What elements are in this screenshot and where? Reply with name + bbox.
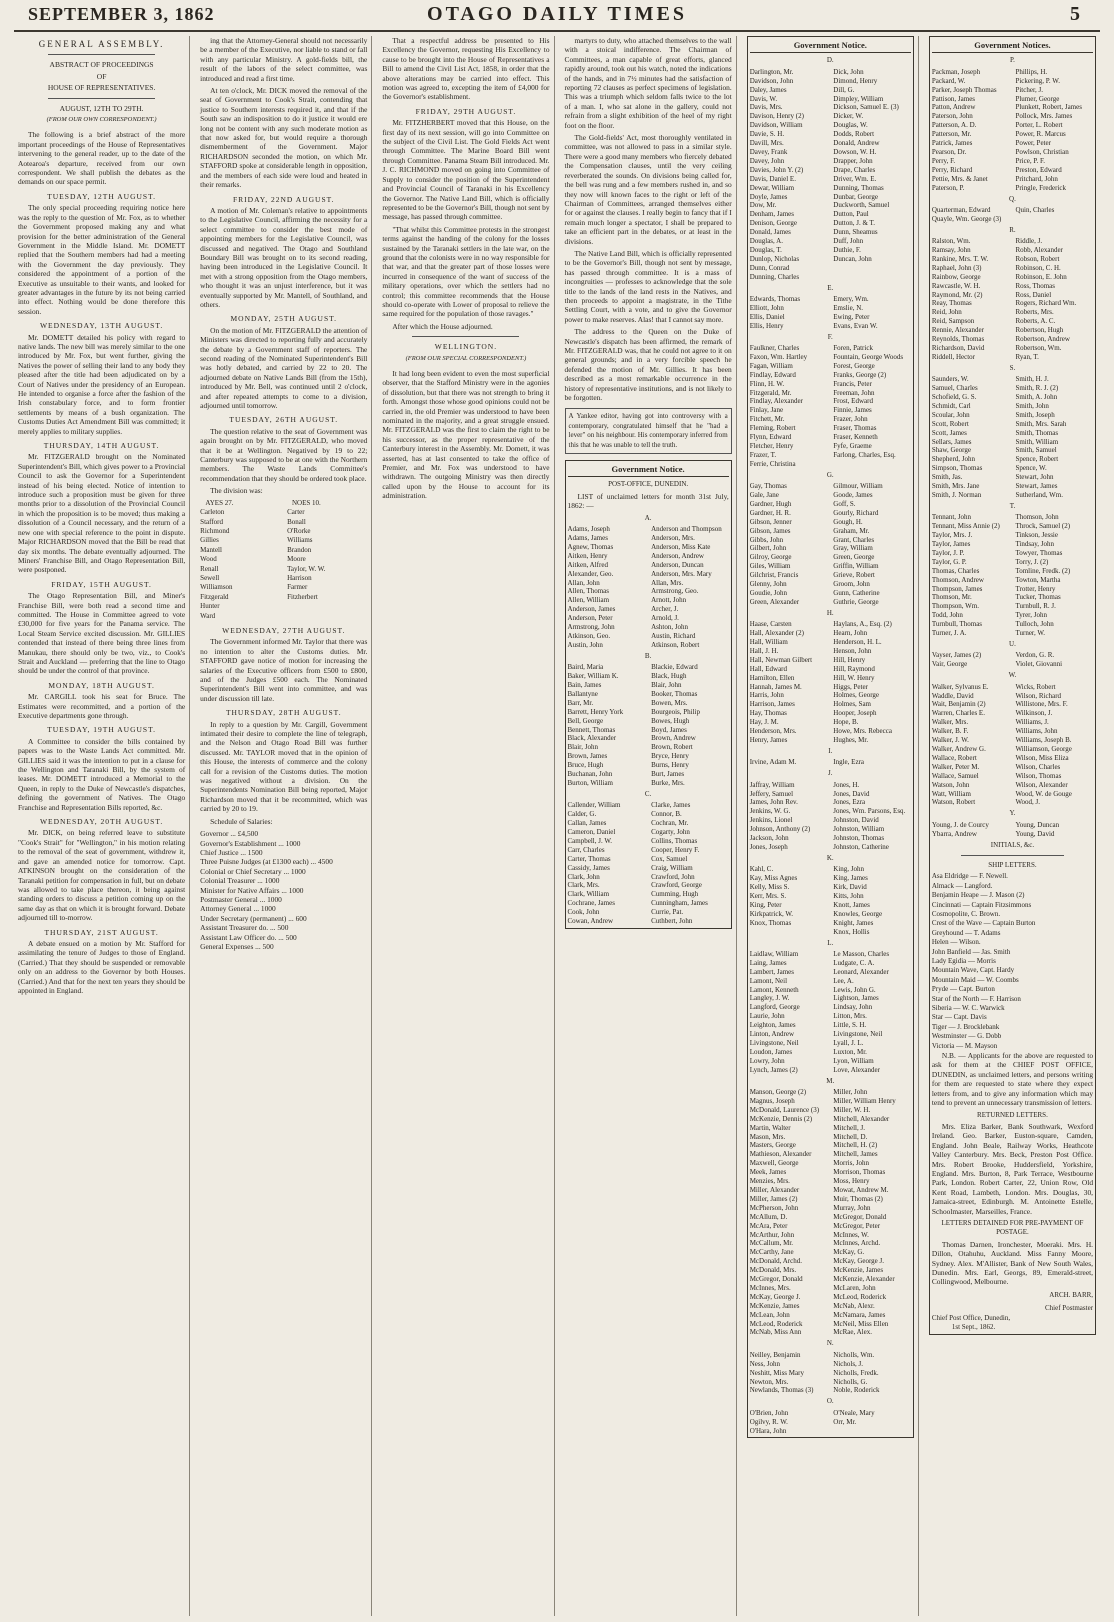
names-right: Anderson and Thompson Anderson, Mrs. Anderson, Miss Kate Anderson, Andrew Anderson, Duncan Anderson, Mrs. Mary Allan, Mrs. Armstrong, Geo. Arnott, John Archer, J. Arnold, J. Ashton, John Austin, Richard Atkinson, Robert: [651, 525, 722, 649]
name-list: [932, 683, 1093, 808]
letter-heading: S.: [1009, 363, 1016, 372]
name-list: [568, 801, 729, 926]
names-left: Edwards, Thomas Elliott, John Ellis, Daniel Ellis, Henry: [749, 294, 801, 330]
masthead: [14, 0, 1100, 32]
day-heading: MONDAY, 25TH AUGUST.: [230, 314, 338, 324]
day-text: Mr. DOMETT detailed his policy with regard to native lands. The new bill was merely similar to the one introduced by Mr. Fox, but went further, giving the Natives the power of selling their land to any body they pleased after the title had been adjudicated on by a Court of Natives under the presidency of an European. He intended to organise a force after the fashion of the Irish constabulary force, and to form frontier settlements by means of a bush organization. The Customs Duties Act Amendment Bill was committed; it merely applies to military supplies.: [18, 332, 186, 436]
wellington-heading: WELLINGTON.: [434, 342, 498, 352]
dates-line: AUGUST, 12TH TO 29TH.: [59, 103, 144, 113]
name-list: [750, 781, 911, 852]
column-6: [925, 36, 1100, 1616]
names-right: Young, Duncan Young, David: [1015, 820, 1060, 838]
name-list: [750, 68, 911, 282]
names-left: Gay, Thomas Gale, Jane Gardner, Hugh Gardner, H. R. Gibson, Jenner Gibson, James Gibbs, John Gilbert, John Gilroy, George Giles, William Gilchrist, Francis Glenny, John Goudie, John Green, Alexander: [749, 482, 800, 606]
detained-letters-heading: LETTERS DETAINED FOR PRE-PAYMENT OF POSTAGE.: [941, 1218, 1084, 1237]
name-list: [932, 237, 1093, 362]
letter-heading: I.: [828, 746, 833, 755]
names-right: Dick, John Dimond, Henry Dill, G. Dimpley, William Dickson, Samuel E. (3) Dicker, W. Douglas, W. Dodds, Robert Donald, Andrew Dowson, W. H. Drapper, John Drape, Charles Driver, Wm. E. Dunning, Thomas Dunbar, George Duckworth, Samuel Dutton, Paul Dutton, J. & T. Dunn, Sheamus Duff, John Duthie, F. Duncan, John: [833, 67, 899, 263]
abstract-of: OF: [96, 71, 107, 81]
names-right: Haylans, A., Esq. (2) Hearn, John Henderson, H. L. Henson, John Hill, Henry Hill, Raymond Hill, W. Henry Higgs, Peter Holmes, George Holmes, Sam Hooper, Joseph Hope, B. Howe, Mrs. Rebecca Hughes, Mr.: [833, 620, 892, 744]
names-right: Phillips, H. Pickering, P. W. Pitcher, J. Plumer, George Plunkett, Robert, James Pollock, Mrs. James Porter, L. Robert Power, R. Marcus Power, Peter Powlson, Christian Price, P. F. Preston, Edward Pritchard, John Pringle, Frederick: [1015, 67, 1082, 192]
yankee-editor-item: A Yankee editor, having got into controversy with a contemporary, congratulated himself that he "had a lever" on his neighbour. His contemporary inferred from this that he was unable to tell the truth.: [565, 408, 732, 454]
noes-names: Carter Bonall O'Rorke Williams Brandon Moore Taylor, W. W. Harrison Farmer Fitzherbert: [287, 508, 326, 601]
estimates-title: Schedule of Salaries:: [210, 816, 273, 826]
names-left: Baird, Maria Baker, William K. Bain, James Ballantyne Barr, Mr. Barrett, Henry York Bell, George Bennett, Thomas Black, Alexander Blair, John Brown, James Bruce, Hugh Buchanan, John Burton, William: [567, 663, 624, 787]
names-left: Laidlaw, William Laing, James Lambert, James Lamont, Neil Lamont, Kenneth Langley, J. W. Langford, George Laurie, John Leighton, James Linton, Andrew Livingstone, Neil Loudon, James Lowry, John Lynch, James (2): [749, 949, 800, 1074]
notice-title: Government Notice.: [568, 463, 729, 477]
name-list: [932, 821, 1093, 839]
article-text: At ten o'clock, Mr. DICK moved the removal of the seat of Government to Cook's Strait, contending that justice to Southern interests required it, and that if the South saw an indisposition to do it justice it would ere long not be content with any such moderate motion as that now asked for, but would require a thorough dismemberment of the Government. Major RICHARDSON seconded the motion, on which Mr. STAFFORD spoke at considerable length in opposition, and the members of each side were loud and heated in their remarks.: [200, 86, 368, 190]
initials-heading: INITIALS, &c.: [990, 840, 1035, 849]
article-text: The Gold-fields' Act, most thoroughly ventilated in committee, was not allowed to pass in a similar style. There were a good many members who fiercely debated the Compensation clauses, until the very ceiling reverberated the sounds. On divisions being called for, the bell was rung and a few members rushed in, and so they now will known faces to the right or left of the Chairman of Committees, arranged themselves either for or against the clauses. I really begin to fancy that if I remain much longer a spectator, I shall be prepared to take an efficient part in the debates, or at least in the divisions.: [564, 133, 732, 246]
signature-office: Chief Post Office, Dunedin,: [931, 1313, 1011, 1322]
article-text: ing that the Attorney-General should not necessarily be a member of the Executive, nor liable to stand or fall with any particular Ministry. A gold-fields bill, the result of the labors of the select committee, was introduced and read a first time.: [200, 36, 368, 83]
names-left: McAllum, D. McAra, Peter McArthur, John McCallum, Mr. McCarthy, Jane McDonald, Archd. McDonald, Mrs. McGregor, Donald McInnes, Mrs. McKay, George J. McKenzie, James McLean, John McLeod, Roderick McNab, Miss Ann: [749, 1212, 803, 1337]
names-right: McGregor, Donald McGregor, Peter McInnes, W. McInnes, Archd. McKay, G. McKay, George J. McKenzie, James McKenzie, Alexander McLaren, John McLeod, Roderick McNab, Alexr. McNamara, James McNeil, Miss Ellen McRae, Alex.: [833, 1212, 895, 1337]
names-left: Kahl, C. Kay, Miss Agnes Kelly, Miss S. Kerr, Mrs. S. King, Peter Kirkpatrick, W. Knox, Thomas: [749, 865, 798, 927]
day-text: Mr. DICK, on being referred leave to substitute "Cook's Strait" for "Wellington," in his motion relating to the removal of the seat of government, withdrew it, and gave an amended notice for tomorrow. Capt. ATKINSON brought on the consideration of the Taranaki petition for compensation in full, but on debate was allowed to take place thereon, it being against standing orders to discuss a petition coming up on the same day as that on which it is brought forward. Debate adjourned till to-morrow.: [18, 828, 186, 923]
returned-letters-list: Mrs. Eliza Barker, Bank Southwark, Wexford Ireland. Geo. Barker, Euston-square, Camden, England. John Beale, Railway Works, Heathcote Valley Canterbury. Mrs. Beck, Preston Post Office. Mrs. Robert Brooke, Huddersfield, Yorkshire, England. Mrs. Burton, 8, Park Terrace, Westbourne Park, London. Robert Carter, 22, Union Row, Old Kent Road, Lambeth, London. Mrs. Douglas, 30, Jamaica-street, Edinburgh. M. Antoinette Estelle, Schoolmaster, Marseilles, France.: [931, 1121, 1094, 1216]
names-right: Nicholls, Wm. Nichols, J. Nicholls, Fredk. Nicholls, G. Noble, Roderick: [833, 1350, 880, 1395]
letter-heading: Q.: [1009, 194, 1016, 203]
name-list: [932, 375, 1093, 500]
names-right: Emery, Wm. Emslie, N. Ewing, Peter Evans, Evan W.: [833, 294, 878, 330]
article-text: In reply to a question by Mr. Cargill, Government intimated their desire to complete the line of telegraph, and the Nelson and Otago Road Bill was further discussed. Mr. TAYLOR moved that in the opinion of this House, the interests of commerce and the colony call for a revision of the Customs duties. The motion was negatived without a division. On the Superintendents Nomination Bill being reported, Major Richardson moved that it be recommitted, which was carried by 20 to 19.: [200, 719, 368, 814]
name-list: [750, 295, 911, 331]
names-left: Neilley, Benjamin Ness, John Neshitt, Miss Mary Newton, Mrs. Newlands, Thomas (3): [749, 1350, 814, 1395]
name-list: [932, 68, 1093, 193]
detained-letters-list: Thomas Darnen, Ironchester, Moeraki. Mrs. H. Dillon, Otahuhu, Auckland. Miss Fanny Moore, Sydney. Alex. M'Allister, Bank of New South Wales, Dunedin. Mrs. Earl, Georgs, 89, Emerald-street, Collingwood, Melbourne.: [931, 1239, 1094, 1287]
names-left: Irvine, Adam M.: [749, 758, 797, 767]
day-text: Mr. FITZGERALD brought on the Nominated Superintendent's Bill, which gives power to a Provincial Council to ask the Governor for a Superintendent instead of his being elected. Notice of intention to introduce such a proposition must be given for three months prior to a dissolution of the Provincial Council in which the proposition is to be moved; thus making a dissolution of a Council necessary, and the return of a new one with special reference to the point in dispute. Major RICHARDSON moved that the Bill be read that day six months. The debate eventually adjourned. The Miners' Franchise Bill, and Otago Representation Bill, were postponed.: [18, 452, 186, 575]
name-list: [750, 1088, 911, 1213]
letter-heading: H.: [826, 608, 834, 617]
day-heading: WEDNESDAY, 27TH AUGUST.: [222, 625, 346, 635]
names-right: Quin, Charles: [1015, 205, 1055, 214]
names-left: Faulkner, Charles Faxon, Wm. Hartley Fagan, William Findlay, Edward Flinn, H. W. Fitzgerald, Mr. Findlay, Alexander Finlay, Jane Fitchett, Mr. Fleming, Robert Flynn, Edward Fletcher, Henry Frazer, T. Ferrie, Christina: [749, 344, 808, 468]
article-text: It had long been evident to even the most superficial observer, that the Stafford Ministry were in the agonies of dissolution, but that there was not strength to bring it forth. Amongst those whose good opinions could not be carried in, the old Premier was understood to have been nominated in the majority, and a great struggle ensued. Mr. FITZGERALD was the first to claim the right to be his successor, as the proper representative of the Canterbury interest in the Assembly. Mr. Domett, it was asserted, has at last consented to take the office of Premier, and Mr. Fox was understood to have withdrawn. The outgoing Ministry was then directly called upon by the House to account for its administration.: [382, 369, 550, 501]
column-5: [743, 36, 919, 1616]
notice-title: Government Notices.: [932, 39, 1093, 53]
wellington-subheading: (FROM OUR SPECIAL CORRESPONDENT.): [405, 354, 527, 362]
names-left: Saunders, W. Samuel, Charles Schofield, G. S. Schmidt, Carl Scoular, John Scott, Robert Scott, James Sellars, James Shaw, George Shepherd, John Simpson, Thomas Smith, Jas. Smith, Mrs. Jane Smith, J. Norman: [931, 375, 983, 499]
division-list: [200, 499, 367, 621]
name-list: [750, 1409, 911, 1436]
notice-intro: LIST of unclaimed letters for month 31st July, 1862: —: [567, 491, 729, 511]
newspaper-title: OTAGO DAILY TIMES: [427, 3, 687, 25]
noes-label: NOES 10.: [291, 498, 321, 507]
letter-heading: T.: [1009, 501, 1016, 510]
letter-heading: K.: [826, 853, 834, 862]
ayes-names: Carleton Stafford Richmond Gillies Mantell Wood Renall Sewell Williamson Fitzgerald Hunter Ward: [200, 508, 233, 620]
article-text: After which the House adjourned.: [392, 321, 493, 331]
names-left: Haase, Carsten Hall, Alexander (2) Hall, William Hall, J. H. Hall, Newman Gilbert Hall, Edward Hamilton, Ellen Hannah, James M. Harris, John Harrison, James Hay, Thomas Hay, J. M. Henderson, Mrs. Henry, James: [749, 620, 813, 744]
page-number: 5: [1070, 3, 1080, 25]
article-text: On the motion of Mr. FITZGERALD the attention of Ministers was directed to reporting fully and accurately the debate by a Government staff of reporters. The second reading of the Nominated Superintendent's Bill was hotly debated, and carried by 22 to 20. The adjourned debate on Native Lands Bill (from the 15th), introduced by Mr. Bell, was continued until 2 o'clock, and after repeated attempts to come to a division, adjourned until tomorrow.: [200, 325, 368, 411]
name-list: [750, 482, 911, 607]
names-right: Thomson, John Throck, Samuel (2) Tinkson, Jessie Tindsay, John Towyer, Thomas Torry, J. (2) Tomline, Fredk. (2) Towton, Martha Trotter, Henry Tucker, Thomas Turnbull, R. J. Tyrer, John Tulloch, John Turner, W.: [1015, 513, 1071, 638]
article-text: The question relative to the seat of Government was again brought on by Mr. FITZGERALD, who moved that it be at Wellington. Negatived by 19 to 22; Canterbury was supposed to be at one with the Northern members. The Waste Lands Committee's recommendation that they should be ordered took place.: [200, 426, 368, 483]
letter-heading: B.: [644, 651, 652, 660]
names-right: O'Neale, Mary Orr, Mr.: [833, 1408, 875, 1426]
names-right: Foren, Patrick Fountain, George Woods Forest, George Franks, George (2) Francis, Peter Freeman, John Frost, Edward Finnie, James Frazer, John Fraser, Thomas Fraser, Kenneth Fyfe, Graeme Farlong, Charles, Esq.: [833, 344, 904, 459]
name-list: [750, 1213, 911, 1338]
government-notice: [747, 36, 914, 1438]
name-list: [750, 1351, 911, 1396]
day-heading: WEDNESDAY, 13TH AUGUST.: [39, 321, 164, 331]
article-text: The address to the Queen on the Duke of Newcastle's dispatch has been affirmed, the remark of Mr. FITZGERALD was, that he could not agree to it on general grounds; and in a very forcible speech he defended the motion of Mr. Gillies. It has been described as a most remarkable occurrence in the history of representative institutions, and is not likely to be forgotten.: [564, 327, 732, 403]
returned-letters-heading: RETURNED LETTERS.: [977, 1110, 1048, 1119]
issue-date: SEPTEMBER 3, 1862: [28, 4, 215, 24]
name-list: [568, 663, 729, 788]
article-text: martyrs to duty, who attached themselves to the wall with a stoical indifference. The Chairman of Committees, a man capable of great efforts, glanced rapidly around, took out his watch, noted the indications of the hands, and in 7½ minutes had the satisfaction of reporting 72 clauses as perfect specimens of legislation. This was a triumph which seldom falls twice to the lot of a man. I, who sat alone in the gallery, could not refrain from a slight exhibition of the heel of my right foot on the floor.: [564, 36, 732, 130]
names-left: Callender, William Calder, G. Callan, James Cameron, Daniel Campbell, J. W. Carr, Charles Carter, Thomas Cassidy, James Clark, John Clark, Mrs. Clark, William Cochrane, James Cook, John Cowan, Andrew: [567, 801, 621, 926]
letter-heading: A.: [644, 513, 652, 522]
name-list: [750, 758, 911, 767]
names-left: Ralston, Wm. Ramsay, John Rankine, Mrs. T. W. Raphael, John (3) Rainbow, George Rawcastle, W. H. Raymond, Mr. (2) Reay, Thomas Reid, John Reid, Sampson Rennie, Alexander Reynolds, Thomas Richardson, David Riddell, Hector: [931, 237, 989, 361]
day-text: A Committee to consider the bills contained by papers was to the Waste Lands Act committed. Mr. GILLIES said it was the intention to put in a clause for the Wellington and Taranaki Bill, by the system of leases. Mr. DOMETT introduced a Memorial to the Queen, in reply to the Duke of Newcastle's dispatches, defining the government of Natives. The Otago Franchise and Representation Bills reported, &c.: [18, 736, 186, 812]
day-text: The only special proceeding requiring notice here was the reply to the question of Mr. Fox, as to whether the Government proposed making any and what provision for the better administration of the General Government in the Middle Island. Mr. DOMETT replied that the Southern members had had a meeting with the Government the day previously. They considered the appointment of a portion of the Executive as unsuitable to their wants, and looked for greater advantages in the future by its not being carried into effect. Nothing would be done therefore this session.: [18, 203, 186, 316]
names-right: Le Masson, Charles Ludgate, C. A. Leonard, Alexander Lee, A. Lewis, John G. Lightson, James Lindsay, John Litton, Mrs. Little, S. H. Livingstone, Neil Lyall, J. L. Luxton, Mr. Lyon, William Love, Alexander: [833, 949, 890, 1074]
salary-schedule: Governor ... £4,500 Governor's Establishment ... 1000 Chief Justice ... 1500 Three Puisne Judges (at £1300 each) ... 4500 Colonial or Chief Secretary ... 1000 Colonial Treasurer ... 1000 Minister for Native Affairs ... 1000 Postmaster General ... 1000 Attorney General ... 1000 Under Secretary (permanent) ... 600 Assistant Treasurer do. ... 500 Assistant Law Officer do. ... 500 General Expenses ... 500: [200, 829, 333, 951]
name-list: [932, 513, 1093, 638]
signature-name: ARCH. BARR,: [1049, 1290, 1094, 1299]
correspondent-line: (FROM OUR OWN CORRESPONDENT.): [46, 116, 157, 124]
letter-heading: E.: [827, 283, 834, 292]
article-text: Mr. FITZHERBERT moved that this House, on the first day of its next session, will go into Committee on the subject of the Civil List. The Gold Fields Act went through Committee. The Marine Board Bill went through Committee. Panama Steam Bill introduced. Mr. J. C. RICHMOND moved on going into Committee of Supply to consider the position of the Superintendent and Provincial Council of Taranaki in his Excellency the Governor. The Native Land Bill, which is officially represented to be the Governor's Bill, though not sent by message, has passed through committee.: [382, 118, 550, 222]
notice-title: Government Notice.: [750, 39, 911, 53]
post-office-notice: [565, 460, 732, 929]
names-right: Riddle, J. Robb, Alexander Robson, Robert Robinson, C. H. Robinson, E. John Ross, Thomas Ross, Daniel Rogers, Richard Wm. Roberts, Mrs. Roberts, A. C. Robertson, Hugh Robertson, Andrew Robertson, Wm. Ryan, T.: [1015, 237, 1077, 361]
day-heading: FRIDAY, 29TH AUGUST.: [415, 106, 517, 116]
ship-letters-heading: SHIP LETTERS.: [988, 860, 1037, 869]
names-right: Verdon, G. R. Violet, Giovanni: [1015, 651, 1063, 669]
letter-heading: P.: [1010, 56, 1015, 65]
ayes-label: AYES 27.: [205, 498, 234, 507]
day-heading: TUESDAY, 19TH AUGUST.: [47, 725, 156, 735]
day-heading: TUESDAY, 12TH AUGUST.: [47, 191, 156, 201]
names-left: Walker, Sylvanus E. Waddle, David Wait, Benjamin (2) Warren, Charles E. Walker, Mrs. Walker, B. F. Walker, J. W. Walker, Andrew G. Wallace, Robert Walker, Peter M. Wallace, Samuel Watson, John Watt, William Watson, Robert: [931, 682, 989, 807]
article-text: The Native Land Bill, which is officially represented to be the Governor's Bill, though not sent by message, has passed through committee. It is a mass of incongruities — professes to acknowledge that the sole title to the lands of the land rests in the Natives, and then proceeds to appoint a magistrate, in the Tithe Settling Court, with a vote, and to give the Governor power to make reserves. Alas! that I cannot say more.: [564, 248, 732, 324]
letter-heading: W.: [1008, 671, 1017, 680]
house-title: HOUSE OF REPRESENTATIVES.: [47, 83, 156, 93]
applicants-note: N.B. — Applicants for the above are requested to ask for them at the CHIEF POST OFFICE, DUNEDIN, as unclaimed letters, and persons writing for them are requested to state where they expect letters from, and to give any information which may tend to prevent an unnecessary transmission of letters.: [931, 1051, 1094, 1108]
names-right: Clarke, James Connor, B. Cochran, Mr. Cogarty, John Collins, Thomas Cooper, Henry F. Cox, Samuel Craig, William Crawford, John Crawford, George Cumming, Hugh Cunningham, James Currie, Pat. Cuthbert, John: [651, 801, 708, 926]
names-left: O'Brien, John Ogilvy, R. W. O'Hara, John: [749, 1408, 789, 1435]
article-text: A motion of Mr. Coleman's relative to appointments to the Legislative Council, affirming the necessity for a select committee to consider the best mode of appointing members for the Legislative Council, was discussed and negatived. The Otago and Southland Boundary Bill was brought on to its second reading, having been introduced in the Legislative Council. It met with a strong opposition from the Otago members, who thought it was an unjust interference, but it was eventually supported by Mr. Mantell, of Southland, and others.: [200, 205, 368, 309]
notice-place: POST-OFFICE, DUNEDIN.: [608, 480, 689, 489]
names-left: Packman, Joseph Packard, W. Parker, Joseph Thomas Pattison, James Patton, Andrew Paterson, John Patterson, A. D. Patterson, Mr. Patrick, James Pearson, Dr. Perry, F. Perry, Richard Pettie, Mrs. & Janet Paterson, P.: [931, 67, 997, 192]
day-heading: TUESDAY, 26TH AUGUST.: [229, 415, 339, 425]
article-text: "That whilst this Committee protests in the strongest terms against the handing of the colony for the losses sustained by the Taranaki settlers in the late war, on the ground that the colonists were in no way responsible for that war, and that the greater part of those losses were incurred in consequence of the want of success of the military operations, over which the settlers had no control; this committee recommends that the House should co-operate with Lower of proposal to relieve the same required for the population of those ravages.": [382, 224, 550, 319]
intro-paragraph: The following is a brief abstract of the more important proceedings of the House of Representatives intervening to the general reader, up to the date of the Aotearoa's departure, received from our own correspondent. We shall publish the debates as the demands on our space permit.: [18, 130, 186, 187]
letter-heading: F.: [827, 332, 833, 341]
letter-heading: L.: [827, 938, 834, 947]
names-left: Quarterman, Edward Quayle, Wm. George (3): [931, 205, 1002, 223]
names-right: Miller, John Miller, William Henry Miller, W. H. Mitchell, Alexander Mitchell, J. Mitchell, D. Mitchell, H. (2) Mitchell, James Morris, John Morrison, Thomas Moss, Henry Mowat, Andrew M. Muir, Thomas (2) Murray, John: [833, 1088, 896, 1212]
day-heading: THURSDAY, 28TH AUGUST.: [225, 708, 342, 718]
letter-heading: N.: [826, 1339, 834, 1348]
names-left: Jaffray, William Jeffery, Samuel James, John Rev. Jenkins, W. G. Jenkins, Lionel Johnson, Anthony (2) Jackson, John Jones, Joseph: [749, 780, 811, 851]
day-text: Mr. CARGILL took his seat for Bruce. The Estimates were recommitted, and a portion of the Executive departments gone through.: [18, 692, 186, 720]
day-heading: THURSDAY, 14TH AUGUST.: [43, 441, 160, 451]
ship-letters-list: Asa Eldridge — F. Newell. Almack — Langford. Benjamin Heape — J. Mason (2) Cincinnati — Captain Fitzsimmons Cosmopolite, C. Brown. Crest of the Wave — Captain Burton Greyhound — T. Adams Helen — Wilson. John Banfield — Jas. Smith Lady Egidia — Morris Mountain Wave, Capt. Hardy Mountain Maid — W. Coombs Pryde — Capt. Burton Star of the North — F. Harrison Siberia — W. C. Warwick Star — Capt. Davis Tiger — J. Brocklebank Westminster — G. Dobb Victoria — M. Mayson: [931, 872, 1036, 1050]
letter-heading: O.: [826, 1397, 834, 1406]
names-left: Manson, George (2) Magnus, Joseph McDonald, Laurence (3) McKenzie, Dennis (2) Martin, Walter Mason, Mrs. Masters, George Mathieson, Alexander Maxwell, George Meek, James Menzies, Mrs. Miller, Alexander Miller, James (2) McPherson, John: [749, 1088, 820, 1212]
abstract-title: ABSTRACT OF PROCEEDINGS: [49, 60, 154, 70]
names-left: Darlington, Mr. Davidson, John Daley, James Davis, W. Davis, Mrs. Davison, Henry (2) Davidson, William Davie, S. H. Davill, Mrs. Davey, Frank Davey, John Davies, John Y. (2) Davis, Daniel E. Dewar, William Doyle, James Dow, Mr. Denham, James Denison, George Donald, James Douglas, A. Douglas, T. Dunlop, Nicholas Dunn, Conrad Dunning, Charles: [749, 67, 804, 281]
column-2: [196, 36, 372, 1616]
column-3: [378, 36, 554, 1616]
names-right: Blackie, Edward Black, Hugh Blair, John Booker, Thomas Bowen, Mrs. Bourgeois, Philip Bowes, Hugh Boyd, James Brown, Andrew Brown, Robert Bryce, Henry Burns, Henry Burt, James Burke, Mrs.: [651, 663, 700, 787]
day-heading: FRIDAY, 22ND AUGUST.: [232, 194, 335, 204]
letter-heading: R.: [1009, 225, 1016, 234]
names-right: Wicks, Robert Wilson, Richard Willistone, Mrs. F. Wilkinson, J. Williams, J. Williams, John Williams, Joseph B. Williamson, George Wilson, Miss Eliza Wilson, Charles Wilson, Thomas Wilson, Alexander Wood, W. de Gouge Wood, J.: [1015, 682, 1072, 807]
names-left: Adams, Joseph Adams, James Agnew, Thomas Aitken, Henry Aitken, Alfred Alexander, Geo. Allan, John Allen, Thomas Allen, William Anderson, James Anderson, Peter Armstrong, John Atkinson, Geo. Austin, John: [567, 525, 616, 649]
names-left: Young, J. de Courcy Ybarra, Andrew: [931, 820, 989, 838]
article-text: The Government informed Mr. Taylor that there was no intention to alter the Customs duties. Mr. STAFFORD gave notice of motion for increasing the salaries of the Executive officers from £500 to £800, and of the Judges £500 each. The Nominated Superintendent's Bill went into committee, and was under discussion till late.: [200, 637, 368, 703]
signature-date: 1st Sept., 1862.: [951, 1323, 996, 1332]
section-heading: GENERAL ASSEMBLY.: [38, 39, 165, 49]
letter-heading: M.: [826, 1076, 835, 1085]
name-list: [750, 865, 911, 936]
letter-heading: J.: [828, 769, 833, 778]
name-list: [750, 620, 911, 745]
day-text: The Otago Representation Bill, and Miner's Franchise Bill, were both read a second time and committed. The House in Committee agreed to vote £30,000 for five years for the Panama service. The Local Steam Service excited discussion. Mr. GILLIES contended that instead of there being three lines from Manukau, there should only be two, viz., to Cook's Strait and Auckland — preferring that the line to Otago should be under the control of that province.: [18, 591, 186, 676]
column-4: [561, 36, 737, 1616]
letter-heading: D.: [826, 56, 834, 65]
letter-heading: G.: [826, 470, 834, 479]
names-right: Smith, H. J. Smith, R. J. (2) Smith, A. John Smith, John Smith, Joseph Smith, Mrs. Sarah Smith, Thomas Smith, William Smith, Samuel Spence, Robert Spence, W. Stewart, John Stewart, James Sutherland, Wm.: [1015, 375, 1067, 499]
signature-title: Chief Postmaster: [1045, 1304, 1094, 1313]
name-list: [750, 950, 911, 1075]
names-right: Jones, H. Jones, David Jones, Ezra Jones, Wm. Parsons, Esq. Johnston, David Johnston, William Johnston, Thomas Johnston, Catherine: [833, 780, 906, 851]
day-text: A debate ensued on a motion by Mr. Stafford for assimilating the tenure of Judges to those of England. (Carried.) That they should be suspended or removable only on an address to the Governor by both Houses. (Carried.) And that for the next ten years they should be appointed in England.: [18, 938, 186, 995]
names-left: Tennant, John Tennant, Miss Annie (2) Taylor, Mrs. J. Taylor, James Taylor, J. P. Taylor, G. P. Thomas, Charles Thomson, Andrew Thompson, James Thomson, Mr. Thompson, Wm. Todd, John Turnbull, Thomas Turner, J. A.: [931, 513, 1000, 638]
letter-heading: U.: [1009, 640, 1016, 648]
letter-heading: Y.: [1009, 809, 1016, 818]
letter-heading: C.: [644, 789, 652, 798]
names-right: King, John King, James Kirk, David Kitts, John Knott, James Knowles, George Knight, James Knox, Hollis: [833, 865, 883, 936]
name-list: [750, 344, 911, 469]
names-right: Gilmour, William Goode, James Goff, S. Gourly, Richard Gough, H. Graham, Mr. Grant, Charles Gray, William Green, George Griffin, William Grieve, Robert Groom, John Gunn, Catherine Guthrie, George: [833, 482, 883, 606]
day-heading: THURSDAY, 21ST AUGUST.: [44, 927, 159, 937]
day-heading: FRIDAY, 15TH AUGUST.: [51, 579, 152, 589]
day-heading: MONDAY, 18TH AUGUST.: [48, 680, 155, 690]
names-left: Vayser, James (2) Vair, George: [931, 651, 982, 669]
names-right: Ingle, Ezra: [833, 758, 864, 767]
name-list: [568, 525, 729, 650]
article-text: That a respectful address be presented to His Excellency the Governor, requesting His Excellency to cause to be brought into the House of Representatives a Bill to amend the Civil List Act, 1858, in order that the above alterations may be carried into effect. This motion was agreed to, excepting the item of £4,000 for the Governor's establishment.: [382, 36, 550, 102]
votes-title: The division was:: [210, 486, 263, 496]
government-notices: [929, 36, 1096, 1335]
day-heading: WEDNESDAY, 20TH AUGUST.: [39, 817, 164, 827]
name-list: [932, 206, 1093, 224]
column-1: [14, 36, 190, 1616]
name-list: [932, 651, 1093, 669]
